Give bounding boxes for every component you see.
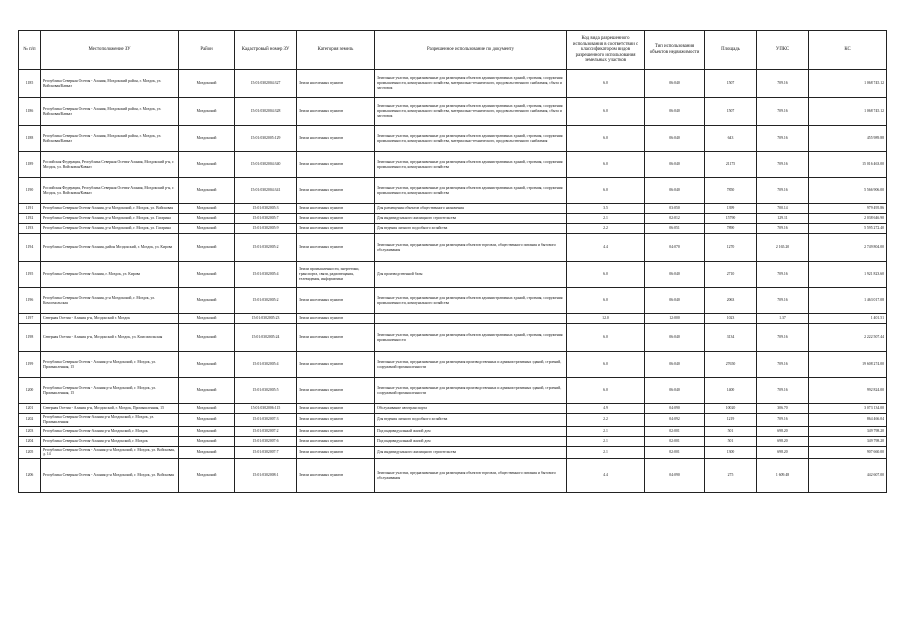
cell-area: 1507 (705, 98, 757, 126)
cell-district: Моздокский (179, 224, 235, 234)
cell-use-code: 6.0 (567, 178, 645, 204)
cell-permitted-use: Земельные участки, предназначенные для размещения объектов административных зданий, строения, сооружения промышленности (375, 324, 567, 352)
cell-upks: 2 165.20 (757, 234, 809, 262)
cell-use-code: 2.1 (567, 446, 645, 459)
cell-district: Моздокский (179, 426, 235, 436)
cell-area: 2710 (705, 262, 757, 288)
cell-category: Земли населенных пунктов (297, 214, 375, 224)
cell-permitted-use: Земельные участки, предназначенные для размещения объектов торговли, общественного питания и бытового обслуживания (375, 234, 567, 262)
header-use-type: Тип использования объектов недвижимости (645, 31, 705, 70)
table-row (19, 378, 887, 404)
cell-ks: 349 798.20 (809, 436, 887, 446)
cell-area: 7890 (705, 224, 757, 234)
cell-use-code: 2.2 (567, 224, 645, 234)
cell-category: Земли населенных пунктов (297, 314, 375, 324)
table-row (19, 426, 887, 436)
cell-district: Моздокский (179, 214, 235, 224)
header-num: № п/п (19, 31, 41, 70)
cell-num: 1190 (19, 178, 41, 204)
cell-use-type: 06:040 (645, 288, 705, 314)
cell-area: 15790 (705, 214, 757, 224)
cell-use-code: 4.4 (567, 459, 645, 493)
cell-area: 1023 (705, 314, 757, 324)
cell-location: Республика Северная Осетия - Алания р-н Моздокский, г. Моздок, ул. Войсковая, д. 14 (41, 446, 179, 459)
cell-permitted-use: Для индивидуального жилищного строительства (375, 214, 567, 224)
table-row (19, 324, 887, 352)
cell-ks: 2 222 507.44 (809, 324, 887, 352)
cell-location: Северная Осетия - Алания р-н, Моздокский г. Моздок, ул. Комсомольская (41, 324, 179, 352)
cell-location: Российская Федерация, Республика Северная Осетия-Алания, Моздокский р-н, г. Моздок, ул. Войсковая/Кавказ (41, 178, 179, 204)
cell-upks: 698.20 (757, 446, 809, 459)
cell-district: Моздокский (179, 70, 235, 98)
cell-num: 1205 (19, 446, 41, 459)
cell-permitted-use: Земельные участки, предназначенные для размещения объектов административных зданий, строения, сооружения промышленности, коммунального хозяйства (375, 288, 567, 314)
cell-cadastral: 15:01:0302007:3 (235, 414, 297, 427)
cell-district: Моздокский (179, 324, 235, 352)
cell-use-type: 04:090 (645, 459, 705, 493)
cell-permitted-use: Для размещения объектов общественного назначения (375, 204, 567, 214)
cell-permitted-use: Под индивидуальный жилой дом (375, 426, 567, 436)
cell-cadastral: 15:01:0302007:6 (235, 436, 297, 446)
cell-num: 1199 (19, 352, 41, 378)
cell-permitted-use: Земельные участки, предназначенные для размещения объектов административных зданий, строения, сооружения промышленности, коммунального хозяйства, материально-технического, продовольственного снабжения (375, 126, 567, 152)
cell-use-code: 6.0 (567, 262, 645, 288)
cell-num: 1196 (19, 288, 41, 314)
cell-num: 1200 (19, 378, 41, 404)
cell-location: Республика Северная Осетия-Алания р-н Моздокский, г. Моздок, ул. Промышленная (41, 414, 179, 427)
cell-district: Моздокский (179, 352, 235, 378)
header-permitted-use: Разрешенное использование по документу (375, 31, 567, 70)
cell-num: 1188 (19, 126, 41, 152)
cell-cadastral: 15:01:0302005:4 (235, 262, 297, 288)
cell-area: 1400 (705, 378, 757, 404)
cell-district: Моздокский (179, 204, 235, 214)
cell-area: 10020 (705, 404, 757, 414)
cell-cadastral: 15:01:0302005:2 (235, 288, 297, 314)
cell-district: Моздокский (179, 404, 235, 414)
cell-num: 1204 (19, 436, 41, 446)
table-row (19, 214, 887, 224)
table-row (19, 126, 887, 152)
cell-permitted-use: Для индивидуального жилищного строительства (375, 446, 567, 459)
header-use-code: Код вида разрешенного использования в соответствии с классификатором видов разрешенного использования земельных участков (567, 31, 645, 70)
cell-use-type: 02:001 (645, 426, 705, 436)
table-row (19, 178, 887, 204)
cell-cadastral: 15:01:0302004:340 (235, 152, 297, 178)
cell-num: 1198 (19, 324, 41, 352)
cell-district: Моздокский (179, 178, 235, 204)
cell-category: Земли населенных пунктов (297, 414, 375, 427)
cell-district: Моздокский (179, 262, 235, 288)
cell-upks: 698.20 (757, 436, 809, 446)
table-header-row (19, 31, 887, 70)
cell-upks: 709.16 (757, 262, 809, 288)
cell-permitted-use (375, 314, 567, 324)
cell-num: 1191 (19, 204, 41, 214)
cell-area: 1507 (705, 70, 757, 98)
cell-cadastral: 15:01:0302005:3 (235, 204, 297, 214)
table-row (19, 446, 887, 459)
cell-use-code: 2.1 (567, 214, 645, 224)
cell-area: 27650 (705, 352, 757, 378)
cell-upks: 709.16 (757, 224, 809, 234)
cell-area: 501 (705, 426, 757, 436)
cell-upks: 700.14 (757, 204, 809, 214)
cell-ks: 455 989.88 (809, 126, 887, 152)
cell-cadastral: 15:01:0302005:4 (235, 352, 297, 378)
table-row (19, 224, 887, 234)
header-location: Местоположение ЗУ (41, 31, 179, 70)
cell-num: 1194 (19, 234, 41, 262)
cell-use-type: 06:040 (645, 70, 705, 98)
cell-use-type: 06:051 (645, 224, 705, 234)
table-row (19, 459, 887, 493)
cell-upks: 306.70 (757, 404, 809, 414)
cell-permitted-use: Земельные участки, предназначенные для размещения объектов административных зданий, строения, сооружения промышленности, коммунального хозяйства (375, 152, 567, 178)
cell-permitted-use: Для ведения личного подсобного хозяйства (375, 414, 567, 427)
cell-location: Республика Северная Осетия - Алания, Моздокский район, г. Моздок, ул. Войсковая/Кавказ (41, 126, 179, 152)
cell-use-type: 04:070 (645, 234, 705, 262)
cell-category: Земли населенных пунктов (297, 224, 375, 234)
cell-category: Земли населенных пунктов (297, 70, 375, 98)
cell-ks: 349 798.20 (809, 426, 887, 436)
cell-district: Моздокский (179, 234, 235, 262)
cell-cadastral: 15:01:0302004:341 (235, 178, 297, 204)
cell-num: 1185 (19, 70, 41, 98)
cell-use-type: 02:001 (645, 436, 705, 446)
table-row (19, 98, 887, 126)
cell-permitted-use: Обслуживание автотранспорта (375, 404, 567, 414)
cell-location: Республика Северная Осетия-Алания, р-н Моздокский, г. Моздок, ул. Комсомольская (41, 288, 179, 314)
cell-permitted-use: Земельные участки, предназначенные для размещения объектов административных зданий, строения, сооружения промышленности, коммунального хозяйства (375, 178, 567, 204)
cell-use-type: 04:092 (645, 414, 705, 427)
table-row (19, 314, 887, 324)
cell-cadastral: 15:01:0302004:328 (235, 98, 297, 126)
cell-num: 1192 (19, 214, 41, 224)
cell-upks: 709.16 (757, 70, 809, 98)
land-plots-table (18, 30, 887, 493)
cell-ks: 1 068 745.12 (809, 98, 887, 126)
cell-ks: 1 921 823.60 (809, 262, 887, 288)
cell-district: Моздокский (179, 152, 235, 178)
cell-use-type: 06:040 (645, 378, 705, 404)
cell-category: Земли населенных пунктов (297, 204, 375, 214)
cell-num: 1201 (19, 404, 41, 414)
header-ks: КС (809, 31, 887, 70)
cell-ks: 15 016 463.00 (809, 152, 887, 178)
table-row (19, 288, 887, 314)
cell-cadastral: 15:01:0302005:129 (235, 126, 297, 152)
cell-category: Земли населенных пунктов (297, 288, 375, 314)
cell-category: Земли промышленности, энергетики, транспорта, связи, радиовещания, телевидения, информатики (297, 262, 375, 288)
table-row (19, 436, 887, 446)
cell-category: Земли населенных пунктов (297, 178, 375, 204)
cell-use-type: 03:050 (645, 204, 705, 214)
cell-num: 1193 (19, 224, 41, 234)
cell-upks: 129.11 (757, 214, 809, 224)
cell-area: 643 (705, 126, 757, 152)
cell-use-code: 3.5 (567, 204, 645, 214)
cell-location: Республика Северная Осетия - Алания, Моздокский район, г. Моздок, ул. Войсковая/Кавказ (41, 70, 179, 98)
cell-ks: 2 038 646.90 (809, 214, 887, 224)
cell-area: 21175 (705, 152, 757, 178)
cell-category: Земли населенных пунктов (297, 98, 375, 126)
table-row (19, 262, 887, 288)
cell-use-code: 6.0 (567, 126, 645, 152)
header-upks: УПКС (757, 31, 809, 70)
header-cadastral: Кадастровый номер ЗУ (235, 31, 297, 70)
cell-upks: 709.16 (757, 378, 809, 404)
cell-ks: 19 608 274.00 (809, 352, 887, 378)
cell-num: 1195 (19, 262, 41, 288)
cell-use-code: 2.1 (567, 436, 645, 446)
cell-use-type: 06:040 (645, 262, 705, 288)
cell-use-type: 06:040 (645, 126, 705, 152)
cell-category: Земли населенных пунктов (297, 404, 375, 414)
cell-district: Моздокский (179, 459, 235, 493)
cell-district: Моздокский (179, 314, 235, 324)
header-category: Категория земель (297, 31, 375, 70)
table-row (19, 404, 887, 414)
cell-use-type: 02:012 (645, 214, 705, 224)
registry-sheet (18, 30, 886, 493)
cell-area: 2063 (705, 288, 757, 314)
cell-location: Республика Северная Осетия - Алания р-н Моздокский, г. Моздок, ул. Войсковая (41, 459, 179, 493)
cell-permitted-use: Земельные участки, предназначенные для размещения объектов торговли, общественного питания и бытового обслуживания (375, 459, 567, 493)
cell-ks: 1 463 017.08 (809, 288, 887, 314)
cell-location: Республика Северная Осетия-Алания, р-н Моздокский, г. Моздок, ул. Гагарина (41, 214, 179, 224)
cell-use-code: 6.0 (567, 98, 645, 126)
cell-upks: 709.16 (757, 288, 809, 314)
cell-ks: 442 607.00 (809, 459, 887, 493)
header-area: Площадь (705, 31, 757, 70)
cell-area: 1300 (705, 446, 757, 459)
cell-upks: 1.37 (757, 314, 809, 324)
cell-area: 275 (705, 459, 757, 493)
cell-district: Моздокский (179, 288, 235, 314)
cell-permitted-use: Для производственной базы (375, 262, 567, 288)
cell-location: Северная Осетия - Алания р-н, Моздокский, г. Моздок, Промышленная, 15 (41, 404, 179, 414)
cell-use-type: 06:040 (645, 352, 705, 378)
cell-use-type: 12:000 (645, 314, 705, 324)
cell-ks: 5 566 906.00 (809, 178, 887, 204)
cell-area: 1270 (705, 234, 757, 262)
cell-location: Республика Северная Осетия-Алания, район Моздокский, г. Моздок, ул. Кирова (41, 234, 179, 262)
cell-cadastral: 15:01:0302008:1 (235, 459, 297, 493)
cell-use-type: 06:040 (645, 178, 705, 204)
cell-upks: 1 609.48 (757, 459, 809, 493)
cell-use-code: 6.0 (567, 152, 645, 178)
cell-ks: 992 824.00 (809, 378, 887, 404)
cell-use-type: 06:040 (645, 152, 705, 178)
cell-use-type: 06:040 (645, 98, 705, 126)
cell-area: 1219 (705, 414, 757, 427)
cell-cadastral: 15:01:0302007:7 (235, 446, 297, 459)
cell-use-code: 6.0 (567, 324, 645, 352)
table-row (19, 152, 887, 178)
cell-ks: 3 073 134.00 (809, 404, 887, 414)
cell-area: 501 (705, 436, 757, 446)
cell-district: Моздокский (179, 378, 235, 404)
cell-permitted-use: Земельные участки, предназначенные для размещения объектов административных зданий, строения, сооружения промышленности, коммунального хозяйства, материально-технического, продовольственного снабжения, сбыта и заготовок (375, 98, 567, 126)
cell-permitted-use: Земельные участки, предназначенные для размещения производственных и административных зданий, строений, сооружений промышленности (375, 378, 567, 404)
cell-num: 1202 (19, 414, 41, 427)
table-row (19, 204, 887, 214)
cell-cadastral: 15:01:0302005:7 (235, 214, 297, 224)
cell-area: 3134 (705, 324, 757, 352)
table-row (19, 414, 887, 427)
cell-area: 7850 (705, 178, 757, 204)
cell-use-type: 04:090 (645, 404, 705, 414)
cell-ks: 864 466.04 (809, 414, 887, 427)
cell-ks: 2 749 804.00 (809, 234, 887, 262)
cell-cadastral: 15:01:0302005:24 (235, 324, 297, 352)
cell-location: Республика Северная Осетия-Алания, р-н Моздокский, г. Моздок, ул. Войсковая (41, 204, 179, 214)
cell-ks: 1 068 745.12 (809, 70, 887, 98)
cell-use-code: 4.9 (567, 404, 645, 414)
cell-upks: 698.20 (757, 426, 809, 436)
cell-permitted-use: Земельные участки, предназначенные для размещения производственных и административных зданий, строений, сооружений промышленности (375, 352, 567, 378)
header-district: Район (179, 31, 235, 70)
cell-use-code: 6.0 (567, 378, 645, 404)
cell-use-code: 4.4 (567, 234, 645, 262)
cell-upks: 709.16 (757, 352, 809, 378)
cell-cadastral: 15:01:0302005:5 (235, 378, 297, 404)
cell-use-code: 6.0 (567, 352, 645, 378)
cell-cadastral: 15:01:0302005:9 (235, 224, 297, 234)
cell-district: Моздокский (179, 414, 235, 427)
cell-category: Земли населенных пунктов (297, 446, 375, 459)
cell-num: 1189 (19, 152, 41, 178)
cell-category: Земли населенных пунктов (297, 234, 375, 262)
cell-location: Республика Северная Осетия-Алания р-н Моздокский, г. Моздок (41, 426, 179, 436)
cell-district: Моздокский (179, 436, 235, 446)
cell-upks: 709.16 (757, 324, 809, 352)
cell-ks: 907 660.00 (809, 446, 887, 459)
cell-category: Земли населенных пунктов (297, 152, 375, 178)
cell-category: Земли населенных пунктов (297, 324, 375, 352)
table-row (19, 70, 887, 98)
cell-use-code: 6.0 (567, 70, 645, 98)
cell-use-code: 6.0 (567, 288, 645, 314)
cell-location: Республика Северная Осетия-Алания р-н Моздокский, г. Моздок (41, 436, 179, 446)
cell-ks: 5 595 272.40 (809, 224, 887, 234)
cell-area: 1399 (705, 204, 757, 214)
cell-permitted-use: Под индивидуальный жилой дом (375, 436, 567, 446)
cell-cadastral: 15:01:0302006:115 (235, 404, 297, 414)
cell-upks: 709.16 (757, 126, 809, 152)
cell-location: Республика Северная Осетия-Алания, р-н Моздокский, г. Моздок, ул. Гагарина (41, 224, 179, 234)
cell-use-type: 06:040 (645, 324, 705, 352)
table-row (19, 352, 887, 378)
cell-upks: 709.16 (757, 414, 809, 427)
cell-location: Российская Федерация, Республика Северная Осетия-Алания, Моздокский р-н, г. Моздок, ул. Войсковая/Кавказ (41, 152, 179, 178)
cell-ks: 979 495.86 (809, 204, 887, 214)
cell-use-type: 02:001 (645, 446, 705, 459)
cell-location: Северная Осетия - Алания р-н, Моздокский г. Моздок (41, 314, 179, 324)
cell-upks: 709.16 (757, 152, 809, 178)
cell-category: Земли населенных пунктов (297, 436, 375, 446)
cell-use-code: 2.2 (567, 414, 645, 427)
cell-num: 1203 (19, 426, 41, 436)
cell-category: Земли населенных пунктов (297, 126, 375, 152)
cell-district: Моздокский (179, 446, 235, 459)
cell-location: Республика Северная Осетия - Алания, Моздокский район, г. Моздок, ул. Войсковая/Кавказ (41, 98, 179, 126)
cell-permitted-use: Для ведения личного подсобного хозяйства (375, 224, 567, 234)
cell-category: Земли населенных пунктов (297, 426, 375, 436)
cell-use-code: 2.1 (567, 426, 645, 436)
cell-cadastral: 15:01:0302004:327 (235, 70, 297, 98)
cell-district: Моздокский (179, 98, 235, 126)
cell-cadastral: 15:01:0302007:2 (235, 426, 297, 436)
cell-location: Республика Северная Осетия - Алания р-н Моздокский, г. Моздок, ул. Промышленная, 15 (41, 352, 179, 378)
cell-category: Земли населенных пунктов (297, 459, 375, 493)
cell-use-code: 12.0 (567, 314, 645, 324)
table-row (19, 234, 887, 262)
cell-cadastral: 15:01:0302005:23 (235, 314, 297, 324)
cell-num: 1186 (19, 98, 41, 126)
cell-category: Земли населенных пунктов (297, 352, 375, 378)
cell-upks: 709.16 (757, 178, 809, 204)
cell-location: Республика Северная Осетия-Алания, г. Моздок, ул. Кирова (41, 262, 179, 288)
cell-cadastral: 15:01:0302005:2 (235, 234, 297, 262)
cell-num: 1197 (19, 314, 41, 324)
cell-district: Моздокский (179, 126, 235, 152)
cell-category: Земли населенных пунктов (297, 378, 375, 404)
cell-location: Республика Северная Осетия - Алания р-н Моздокский, г. Моздок, ул. Промышленная, 15 (41, 378, 179, 404)
cell-ks: 1 401.51 (809, 314, 887, 324)
cell-permitted-use: Земельные участки, предназначенные для размещения объектов административных зданий, строения, сооружения промышленности, коммунального хозяйства, материально-технического, продовольственного снабжения, сбыта и заготовок (375, 70, 567, 98)
cell-num: 1206 (19, 459, 41, 493)
cell-upks: 709.16 (757, 98, 809, 126)
